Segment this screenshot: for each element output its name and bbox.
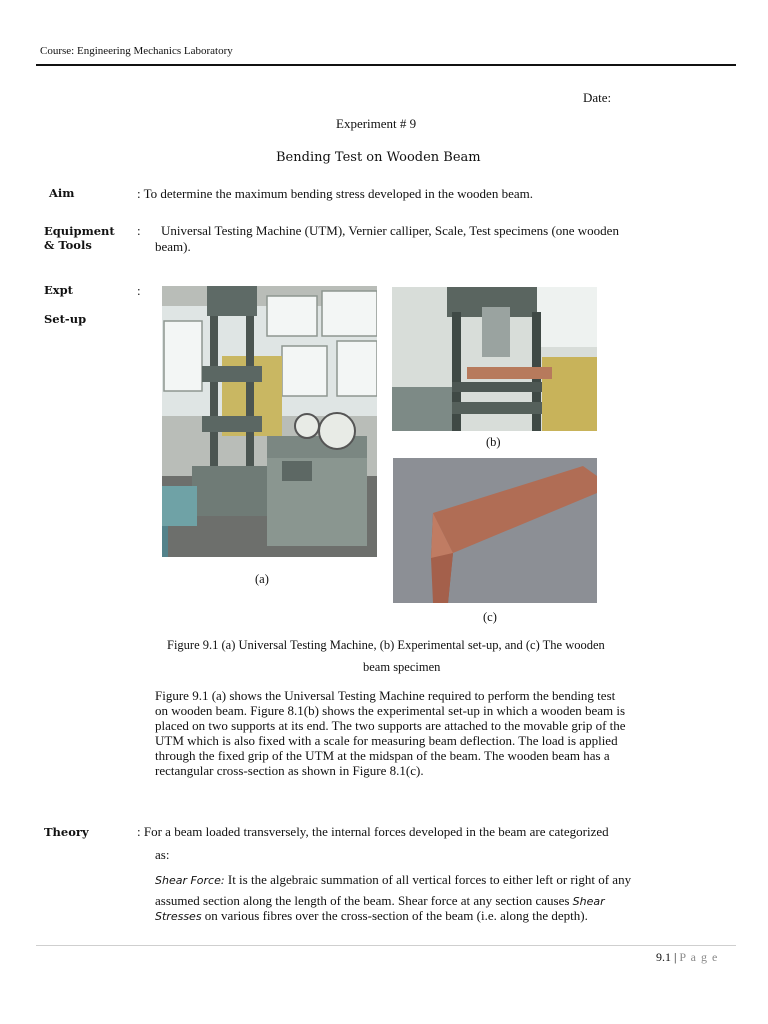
course-header: Course: Engineering Mechanics Laboratory [40,45,233,57]
description-line: rectangular cross-section as shown in Figure 8.1(c). [155,763,424,778]
setup-label-line2: Set-up [44,312,87,326]
page-number: 9.1 | [656,950,677,964]
shear-force-line2 [155,893,605,909]
description-line: on wooden beam. Figure 8.1(b) shows the experimental set-up in which a wooden beam is [155,703,626,718]
shear-force-term: Shear Force [155,874,221,887]
shear-force-line3-text: on various fibres over the cross-section of the beam (i.e. along the depth). [201,908,588,923]
figure-caption-line1: Figure 9.1 (a) Universal Testing Machine, (b) Experimental set-up, and (c) The wooden [167,638,605,652]
shear-stresses-term-part2: Stresses [155,910,202,923]
figure-label-a: (a) [255,572,269,586]
shear-force-colon: : [220,874,225,887]
utm-machine-photo [162,286,377,557]
equipment-label-line1: Equipment [44,224,115,238]
shear-force-definition-text: It is the algebraic summation of all vertical forces to either left or right of any [224,872,632,887]
shear-force-definition [155,872,631,888]
header-rule [36,64,736,66]
experiment-number: Experiment # 9 [336,116,417,131]
footer-rule [36,945,736,946]
figure-caption-line2: beam specimen [363,660,441,674]
description-line: UTM which is also fixed with a scale for measuring beam deflection. The load is applied [155,733,618,748]
shear-force-line2-text: assumed section along the length of the beam. Shear force at any section causes [155,893,573,908]
equipment-text-line1: Universal Testing Machine (UTM), Vernier calliper, Scale, Test specimens (one wooden [161,223,619,238]
shear-stresses-term-part1: Shear [572,895,605,908]
wooden-beam-photo [393,458,597,603]
equipment-text-line2: beam). [155,239,191,254]
figure-label-b: (b) [486,435,501,449]
equipment-label-line2: & Tools [44,238,92,252]
description-line: placed on two supports at its end. The two supports are attached to the movable grip of the [155,718,626,733]
page-word: P a g e [679,950,719,964]
theory-label: Theory [44,825,89,839]
page-footer [656,950,718,965]
setup-colon: : [137,283,141,298]
description-line: through the fixed grip of the UTM at the midspan of the beam. The wooden beam has a [155,748,610,763]
equipment-colon: : [137,223,141,238]
aim-text: : To determine the maximum bending stress developed in the wooden beam. [137,186,533,201]
theory-line2: as: [155,847,170,862]
date-label: Date: [583,90,612,105]
theory-line1: : For a beam loaded transversely, the internal forces developed in the beam are categorized [137,824,609,839]
aim-label: Aim [49,186,75,200]
description-line: Figure 9.1 (a) shows the Universal Testing Machine required to perform the bending test [155,688,616,703]
shear-force-line3 [155,908,588,924]
description-paragraph [155,688,655,778]
figure-label-c: (c) [483,610,497,624]
experimental-setup-photo [392,287,597,431]
page-title: Bending Test on Wooden Beam [276,150,481,165]
setup-label-line1: Expt [44,283,73,297]
